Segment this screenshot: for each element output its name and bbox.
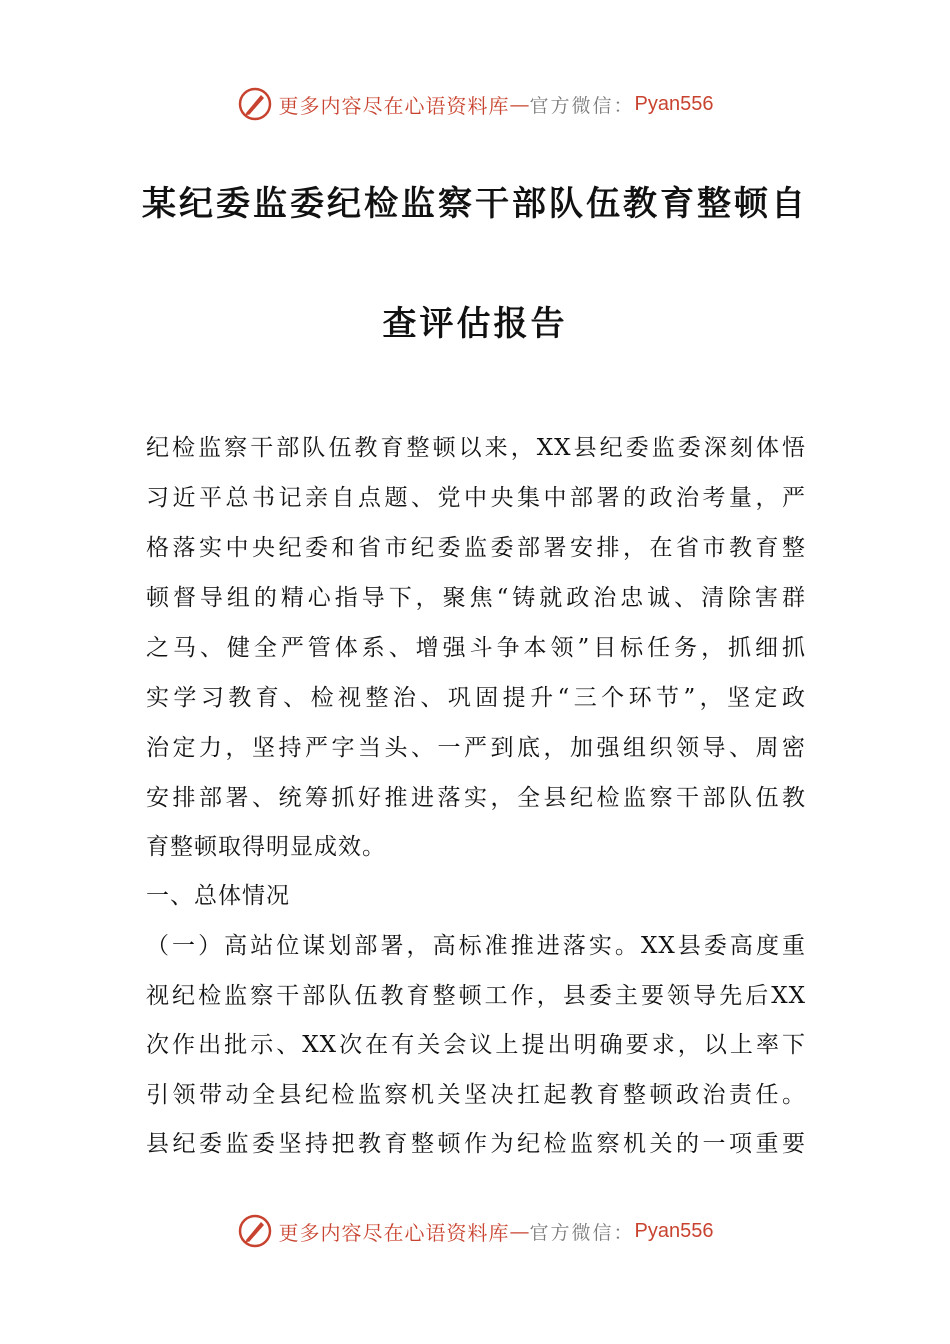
body-line: 之马、健全严管体系、增强斗争本领”目标任务，抓细抓 [146, 635, 806, 661]
body-line: 格落实中央纪委和省市纪委监委部署安排，在省市教育整 [146, 535, 806, 561]
section-heading: 一、总体情况 [146, 883, 290, 909]
watermark-wechat-id: Pyan556 [634, 1219, 714, 1242]
body-line: 引领带动全县纪检监察机关坚决扛起教育整顿政治责任。 [146, 1082, 806, 1108]
body-line: 县纪委监委坚持把教育整顿作为纪检监察机关的一项重要 [146, 1131, 806, 1157]
quill-logo-icon [237, 86, 273, 122]
body-line: 习近平总书记亲自点题、党中央集中部署的政治考量，严 [146, 485, 806, 511]
body-line: 治定力，坚持严字当头、一严到底，加强组织领导、周密 [146, 735, 806, 761]
document-title-line-2: 查评估报告 [382, 304, 568, 344]
watermark-site-text: 更多内容尽在心语资料库 [278, 93, 510, 118]
watermark-dash: — [509, 1219, 530, 1243]
quill-logo-icon [237, 1213, 273, 1249]
watermark-site-text: 更多内容尽在心语资料库 [278, 1220, 510, 1245]
watermark-wechat-label: 官方微信： [529, 1221, 635, 1244]
body-line: 安排部署、统筹抓好推进落实，全县纪检监察干部队伍教 [146, 785, 806, 811]
body-line: 顿督导组的精心指导下，聚焦“铸就政治忠诚、清除害群 [146, 585, 806, 611]
watermark-banner-bottom [0, 1209, 950, 1253]
watermark-wechat-label: 官方微信： [529, 94, 635, 117]
body-line: 实学习教育、检视整治、巩固提升“三个环节”，坚定政 [146, 685, 806, 711]
body-line: 育整顿取得明显成效。 [146, 834, 386, 860]
document-title-line-1: 某纪委监委纪检监察干部队伍教育整顿自 [142, 184, 808, 224]
body-line: 纪检监察干部队伍教育整顿以来，XX县纪委监委深刻体悟 [146, 435, 806, 461]
body-line: 视纪检监察干部队伍教育整顿工作，县委主要领导先后XX [146, 983, 806, 1009]
watermark-banner-top [0, 82, 950, 126]
watermark-wechat-id: Pyan556 [634, 92, 714, 115]
body-line: （一）高站位谋划部署，高标准推进落实。XX县委高度重 [146, 933, 806, 959]
watermark-dash: — [509, 92, 530, 116]
body-line: 次作出批示、XX次在有关会议上提出明确要求，以上率下 [146, 1032, 806, 1058]
